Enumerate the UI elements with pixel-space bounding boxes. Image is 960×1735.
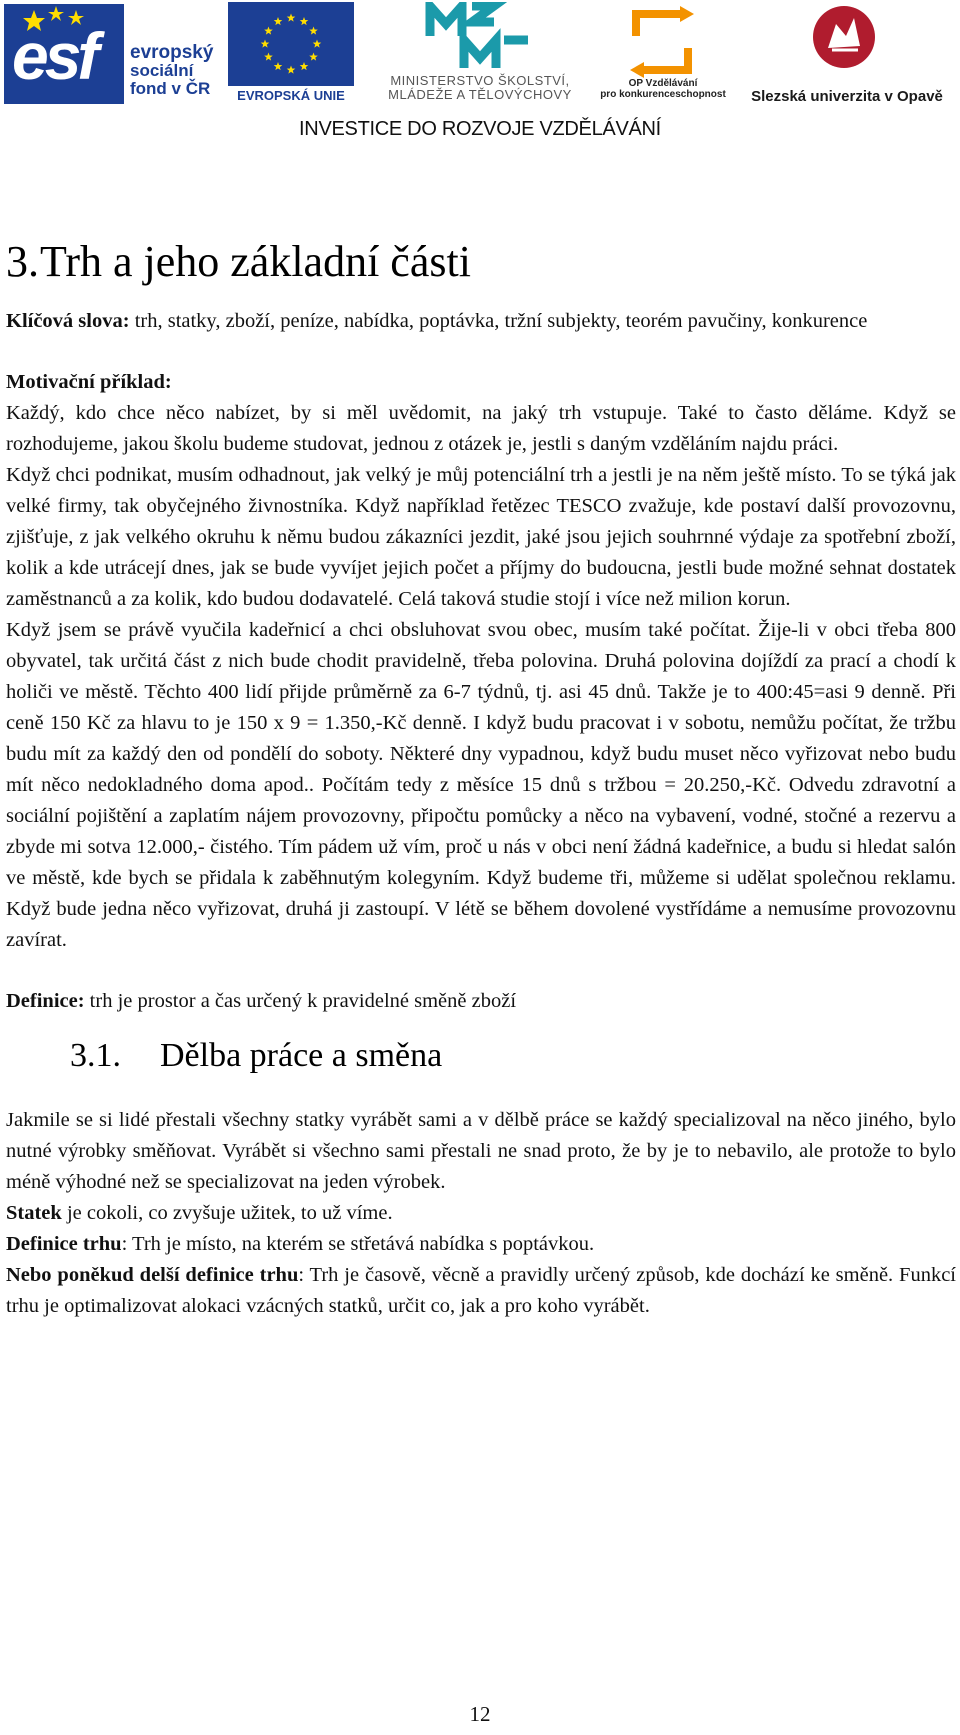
eu-star-icon [309,53,318,61]
eu-star-icon [300,62,309,70]
statek-text: je cokoli, co zvyšuje užitek, to už víme. [61,1202,393,1224]
longer-definition-label: Nebo poněkud delší definice trhu [6,1264,299,1286]
op-line-2: pro konkurenceschopnost [600,89,726,100]
eu-star-icon [287,66,296,74]
definice-trhu-text: : Trh je místo, na kterém se střetává nabídka s poptávkou. [121,1233,595,1255]
section-heading [6,1031,956,1081]
chapter-heading [6,232,956,292]
esf-line-1: evropský [130,42,214,63]
eu-logo [228,2,354,106]
definition-text: trh je prostor a čas určený k pravidelné směně zboží [84,990,517,1012]
motivation-label-line [6,367,956,398]
eu-star-icon [309,27,318,35]
esf-line-2: sociální [130,61,194,80]
motivation-paragraph-2: Když chci podnikat, musím odhadnout, jak velký je můj potenciální trh a jestli je na něm ještě místo. To se týká jak velké firmy, tak obyčejného živnostníka. Když například řetězec TESCO zvažuje, kde postaví další provozovnu, zjišťuje, z jak velkého okruhu k němu budou zákazníci jezdit, jaké jsou jejich souhrnné výdaje za spotřební zboží, kolik a kde utrácejí dnes, jak se bude vyvíjet jejich počet a příjmy do budoucna, jestli bude možné sehnat dostatek zaměstnanců a za kolik, kdo budou dodavatelé. Celá taková studie stojí i více než milion korun. [6,464,956,610]
definice-trhu-paragraph [6,1229,956,1260]
eu-star-icon [274,62,283,70]
motivation-paragraph-1: Každý, kdo chce něco nabízet, by si měl uvědomit, na jaký trh vstupuje. Také to často děláme. Když se rozhodujeme, jakou školu budeme studovat, jednou z otázek je, jestli s daným vzděláním najdu práci. [6,402,956,455]
su-caption: Slezská univerzita v Opavě [751,88,943,105]
section-paragraph-1: Jakmile se si lidé přestali všechny statky vyrábět sami a v dělbě práce se každý specializoval na něco jiného, bylo nutné výrobky směňovat. Vyrábět si všechno sami přestali ne snad proto, že by je to nebavilo, ale protože to bylo méně výhodné než se specializovat na jeden výrobek. [6,1109,956,1193]
esf-letters: esf [12,19,96,93]
op-line-1: OP Vzdělávání [628,78,698,89]
esf-logo-square [4,4,124,104]
section-number: 3.1. [70,1037,121,1074]
eu-star-icon [313,40,322,48]
chapter-number: 3. [6,237,39,286]
definition-label: Definice: [6,990,85,1012]
eu-stars-icon [228,2,354,86]
document-body [6,232,956,1322]
esf-line-3: fond v ČR [130,79,211,98]
chapter-title: Trh a jeho základní části [40,237,471,286]
eu-caption: EVROPSKÁ UNIE [237,88,345,103]
longer-definition-text: : Trh je časově, věcně a pravidly určený způsob, kde dochází ke směně. Funkcí trhu je optimalizovat alokaci vzácných statků, určit co, jak a pro koho vyrábět. [6,1264,956,1317]
op-caption [592,78,734,100]
msmt-line-2: MLÁDEŽE A TĚLOVÝCHOVY [388,87,572,102]
longer-definition-paragraph [6,1260,956,1322]
esf-logo [4,4,220,104]
eu-star-icon [287,14,296,22]
esf-caption [130,44,213,98]
eu-flag-icon [228,2,354,86]
keywords-label: Klíčová slova: [6,310,130,332]
statek-label: Statek [6,1202,62,1224]
su-logo [736,2,958,106]
definice-trhu-label: Definice trhu [6,1233,122,1255]
msmt-line-1: MINISTERSTVO ŠKOLSTVÍ, [390,73,570,88]
msmt-mark-icon [424,2,534,72]
eu-star-icon [264,27,273,35]
section-title: Dělba práce a směna [160,1037,443,1074]
msmt-logo [364,2,596,106]
definition-paragraph [6,986,956,1017]
keywords-paragraph [6,306,956,337]
statek-paragraph [6,1198,956,1229]
keywords-text: trh, statky, zboží, peníze, nabídka, poptávka, tržní subjekty, teorém pavučiny, konkurence [129,310,868,332]
investice-tagline: INVESTICE DO ROZVOJE VZDĚLÁVÁNÍ [299,118,661,140]
op-logo [592,2,734,106]
eu-star-icon [264,53,273,61]
motivation-label: Motivační příklad: [6,371,172,393]
su-seal-icon [812,2,876,72]
eu-star-icon [274,17,283,25]
op-mark-icon [626,6,698,78]
msmt-caption [364,74,596,102]
eu-star-icon [261,40,270,48]
page-number: 12 [469,1702,491,1726]
logo-banner [0,0,960,150]
eu-star-icon [300,17,309,25]
motivation-paragraph-3: Když jsem se právě vyučila kadeřnicí a chci obsluhovat svou obec, musím také počítat. Žije-li v obci třeba 800 obyvatel, tak určitá část z nich bude chodit pravidelně, třeba polovina. Druhá polovina dojíždí za prací a chodí k holiči ve městě. Těchto 400 lidí přijde průměrně za 6-7 týdnů, tj. asi 45 dnů. Takže je to 400:45=asi 9 denně. Při ceně 150 Kč za hlavu to je 150 x 9 = 1.350,-Kč denně. I když budu pracovat i v sobotu, nemůžu počítat, že tržbu budu mít za každý den od pondělí do soboty. Některé dny vypadnou, když budu muset něco vyřizovat nebo budu mít něco nedokladného doma apod.. Počítám tedy z měsíce 15 dnů s tržbou = 20.250,-Kč. Odvedu zdravotní a sociální pojištění a zaplatím nájem provozovny, připočtu pomůcky a něco na vybavení, vodné, stočné a rezervu a zbyde mi sotva 12.000,- čistého. Tím pádem už vím, proč u nás v obci není žádná kadeřnice, a budu si hledat salón ve městě, kde bych se přidala k zaběhnutým kolegyním. Když budeme tři, můžeme si udělat společnou reklamu. Když bude jedna něco vyřizovat, druhá ji zastoupí. V létě se během dovolené vystřídáme a nemusíme provozovnu zavírat. [6,619,956,951]
